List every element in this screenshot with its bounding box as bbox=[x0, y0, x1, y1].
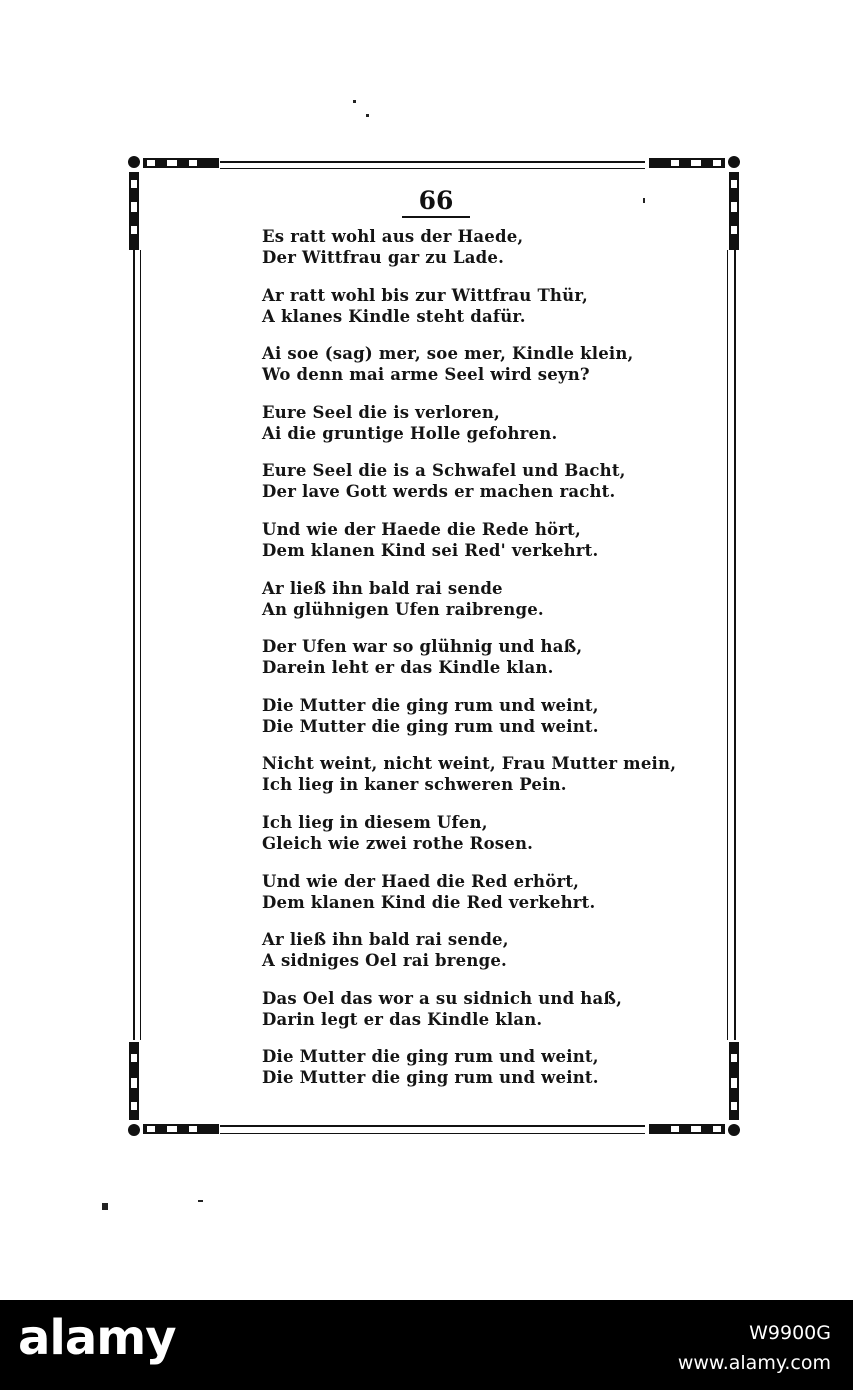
frame-bottom-rule bbox=[220, 1125, 645, 1127]
corner-ornament-icon bbox=[643, 150, 745, 252]
frame-left-rule-inner bbox=[140, 250, 141, 1040]
verse-line: Und wie der Haede die Rede hört, bbox=[262, 519, 581, 539]
verse-line: Darin legt er das Kindle klan. bbox=[262, 1009, 543, 1029]
verse-line: Ar ließ ihn bald rai sende, bbox=[262, 930, 509, 950]
verse-line: Und wie der Haed die Red erhört, bbox=[262, 871, 580, 891]
frame-right-rule bbox=[734, 250, 736, 1040]
stanza bbox=[262, 695, 622, 754]
verse-line: An glühnigen Ufen raibrenge. bbox=[262, 599, 544, 619]
alamy-logo: alamy bbox=[18, 1310, 176, 1366]
page-number: 66 bbox=[418, 186, 454, 215]
stanza bbox=[262, 636, 622, 695]
verse-line: Der Ufen war so glühnig und haß, bbox=[262, 637, 583, 657]
verse-line: Nicht weint, nicht weint, Frau Mutter mein, bbox=[262, 754, 677, 774]
verse-line: Es ratt wohl aus der Haede, bbox=[262, 227, 524, 246]
verse-line: Ich lieg in kaner schweren Pein. bbox=[262, 775, 567, 795]
verse-line: Der Wittfrau gar zu Lade. bbox=[262, 248, 505, 267]
watermark-banner bbox=[0, 1300, 853, 1390]
frame-left-rule bbox=[133, 250, 135, 1040]
verse-line: Ich lieg in diesem Ufen, bbox=[262, 812, 488, 832]
stanza bbox=[262, 402, 622, 461]
verse-line: Dem klanen Kind sei Red' verkehrt. bbox=[262, 540, 599, 560]
stanza bbox=[262, 519, 622, 578]
scan-speck bbox=[198, 1200, 203, 1202]
verse-line: Die Mutter die ging rum und weint. bbox=[262, 716, 599, 736]
corner-ornament-icon bbox=[123, 1040, 225, 1142]
verse-line: Das Oel das wor a su sidnich und haß, bbox=[262, 988, 623, 1008]
verse-line: Eure Seel die is verloren, bbox=[262, 402, 500, 422]
stanza bbox=[262, 460, 626, 519]
verse-line: Die Mutter die ging rum und weint, bbox=[262, 695, 599, 715]
scan-speck bbox=[643, 198, 645, 203]
image-id: W9900G bbox=[749, 1322, 831, 1344]
verse-line: Ai soe (sag) mer, soe mer, Kindle klein, bbox=[262, 344, 634, 364]
scan-speck bbox=[102, 1203, 108, 1210]
scan-speck bbox=[366, 114, 369, 117]
verse-line: A klanes Kindle steht dafür. bbox=[262, 306, 526, 326]
stanza bbox=[262, 812, 622, 871]
frame-right-rule-inner bbox=[727, 250, 728, 1040]
poem-text bbox=[262, 226, 677, 1105]
stanza bbox=[262, 285, 622, 344]
verse-line: Eure Seel die is a Schwafel und Bacht, bbox=[262, 461, 626, 481]
stanza bbox=[262, 753, 677, 812]
page-number-underline bbox=[402, 216, 470, 218]
stanza bbox=[262, 226, 622, 285]
scan-speck bbox=[353, 100, 356, 103]
frame-top-rule bbox=[220, 161, 645, 163]
watermark-url: www.alamy.com bbox=[677, 1352, 831, 1374]
frame-bottom-rule-inner bbox=[220, 1133, 645, 1134]
stanza bbox=[262, 343, 634, 402]
corner-ornament-icon bbox=[643, 1040, 745, 1142]
corner-ornament-icon bbox=[123, 150, 225, 252]
verse-line: Darein leht er das Kindle klan. bbox=[262, 658, 554, 678]
verse-line: Gleich wie zwei rothe Rosen. bbox=[262, 833, 534, 853]
verse-line: Die Mutter die ging rum und weint. bbox=[262, 1068, 599, 1088]
verse-line: Wo denn mai arme Seel wird seyn? bbox=[262, 365, 590, 385]
verse-line: A sidniges Oel rai brenge. bbox=[262, 951, 507, 971]
verse-line: Ai die gruntige Holle gefohren. bbox=[262, 423, 558, 443]
stanza bbox=[262, 929, 622, 988]
verse-line: Ar ratt wohl bis zur Wittfrau Thür, bbox=[262, 285, 588, 305]
stanza bbox=[262, 1046, 622, 1105]
stanza bbox=[262, 988, 622, 1047]
verse-line: Der lave Gott werds er machen racht. bbox=[262, 482, 616, 502]
stanza bbox=[262, 871, 622, 930]
stanza bbox=[262, 578, 622, 637]
verse-line: Die Mutter die ging rum und weint, bbox=[262, 1047, 599, 1067]
verse-line: Ar ließ ihn bald rai sende bbox=[262, 578, 503, 598]
frame-top-rule-inner bbox=[220, 168, 645, 169]
verse-line: Dem klanen Kind die Red verkehrt. bbox=[262, 892, 596, 912]
